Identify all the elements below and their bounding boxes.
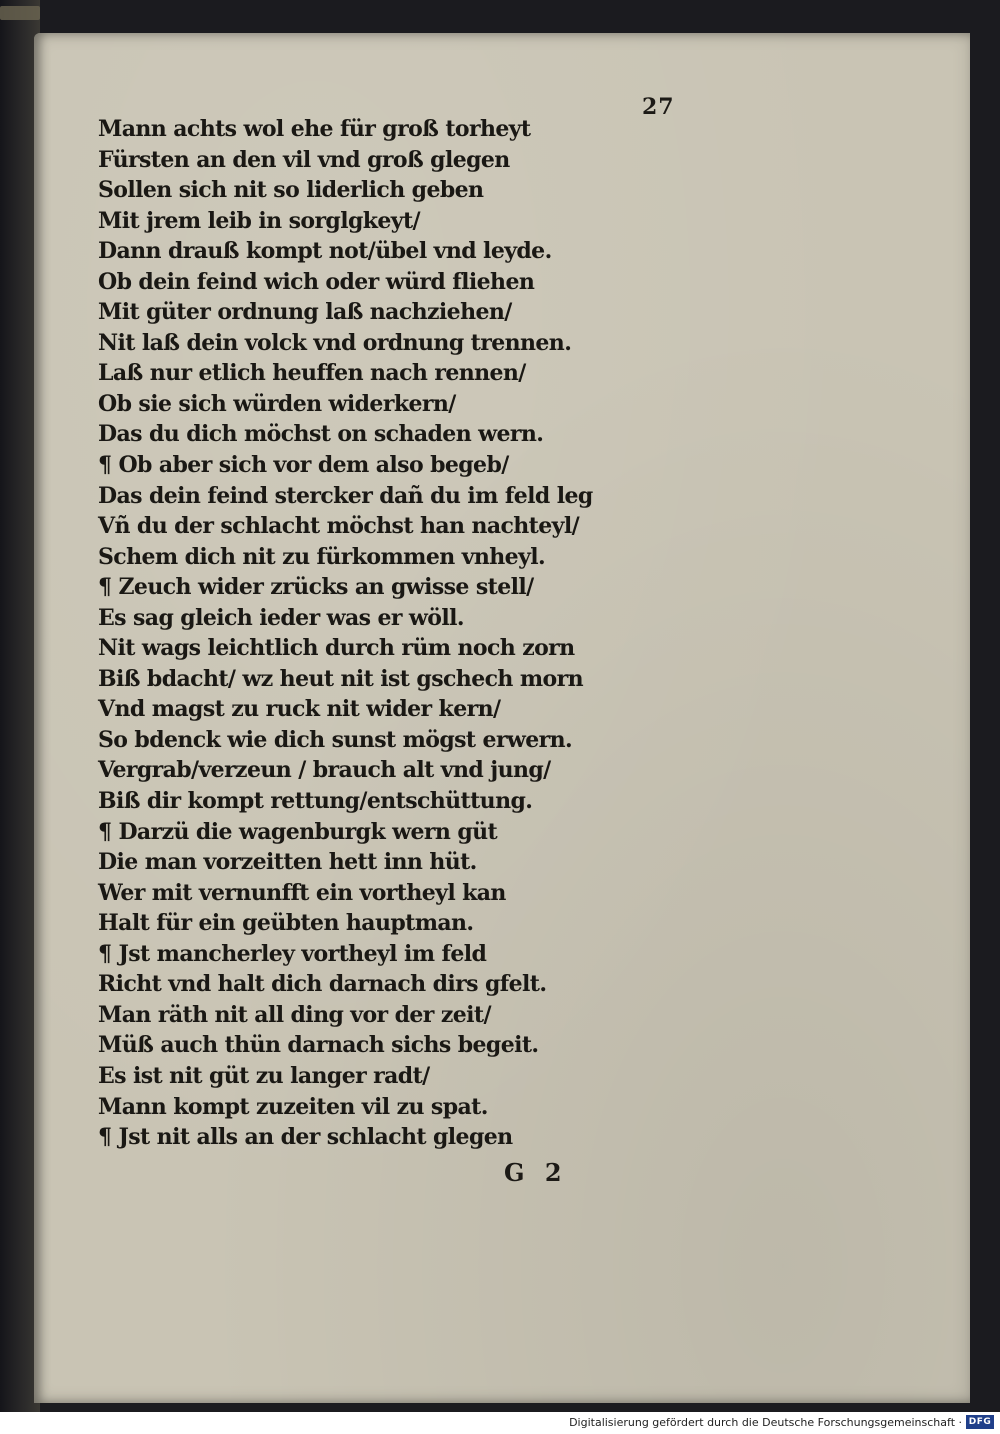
verse-line: So bdenck wie dich sunst mögst erwern.: [98, 726, 573, 753]
verse-line: Vergrab/verzeun / brauch alt vnd jung/: [98, 757, 551, 784]
verse-line: Man räth nit all ding vor der zeit/: [98, 1001, 491, 1028]
verse-line: Müß auch thün darnach sichs begeit.: [98, 1032, 539, 1059]
verse-line: Biß bdacht/ wz heut nit ist gschech morn: [98, 665, 583, 692]
verse-line: ¶ Darzü die wagenburgk wern güt: [98, 818, 498, 845]
verse-text-block: [98, 114, 698, 1153]
dfg-logo-icon[interactable]: DFG: [966, 1415, 994, 1429]
funding-note: Digitalisierung gefördert durch die Deutsche Forschungsgemeinschaft ·: [569, 1416, 962, 1429]
verse-line: Nit laß dein volck vnd ordnung trennen.: [98, 329, 572, 356]
verse-line: Dann drauß kompt not/übel vnd leyde.: [98, 238, 552, 265]
verse-line: Ob dein feind wich oder würd fliehen: [98, 268, 535, 295]
verse-line: Es sag gleich ieder was er wöll.: [98, 604, 464, 631]
verse-line: Halt für ein geübten hauptman.: [98, 910, 474, 937]
verse-line: Mann kompt zuzeiten vil zu spat.: [98, 1093, 488, 1120]
folio-number: 27: [642, 94, 675, 120]
verse-line: Vñ du der schlacht möchst han nachteyl/: [98, 513, 580, 540]
verse-line: Sollen sich nit so liderlich geben: [98, 177, 484, 204]
verse-line: Es ist nit güt zu langer radt/: [98, 1062, 430, 1089]
verse-line: Schem dich nit zu fürkommen vnheyl.: [98, 543, 546, 570]
verse-line: ¶ Zeuch wider zrücks an gwisse stell/: [98, 574, 534, 601]
footer-bar: [0, 1412, 1000, 1434]
verse-line: Wer mit vernunfft ein vortheyl kan: [98, 879, 506, 906]
verse-line: Ob sie sich würden widerkern/: [98, 390, 456, 417]
verse-line: Mit jrem leib in sorglgkeyt/: [98, 207, 420, 234]
verse-line: Laß nur etlich heuffen nach rennen/: [98, 360, 526, 387]
verse-line: Richt vnd halt dich darnach dirs gfelt.: [98, 971, 547, 998]
signature-mark: G 2: [504, 1158, 568, 1187]
verse-line: Biß dir kompt rettung/entschüttung.: [98, 788, 533, 815]
verse-line: Nit wags leichtlich durch rüm noch zorn: [98, 635, 575, 662]
verse-line: ¶ Jst nit alls an der schlacht glegen: [98, 1124, 513, 1151]
verse-line: Fürsten an den vil vnd groß glegen: [98, 146, 510, 173]
verse-line: Das dein feind stercker dañ du im feld leg: [98, 482, 593, 509]
verse-line: Mann achts wol ehe für groß torheyt: [98, 116, 531, 142]
binding-mark: [0, 6, 40, 20]
verse-line: ¶ Jst mancherley vortheyl im feld: [98, 940, 487, 967]
verse-line: Mit güter ordnung laß nachziehen/: [98, 299, 512, 326]
verse-line: Vnd magst zu ruck nit wider kern/: [98, 696, 501, 723]
verse-line: ¶ Ob aber sich vor dem also begeb/: [98, 452, 509, 479]
verse-line: Das du dich möchst on schaden wern.: [98, 421, 544, 448]
verse-line: Die man vorzeitten hett inn hüt.: [98, 849, 477, 876]
